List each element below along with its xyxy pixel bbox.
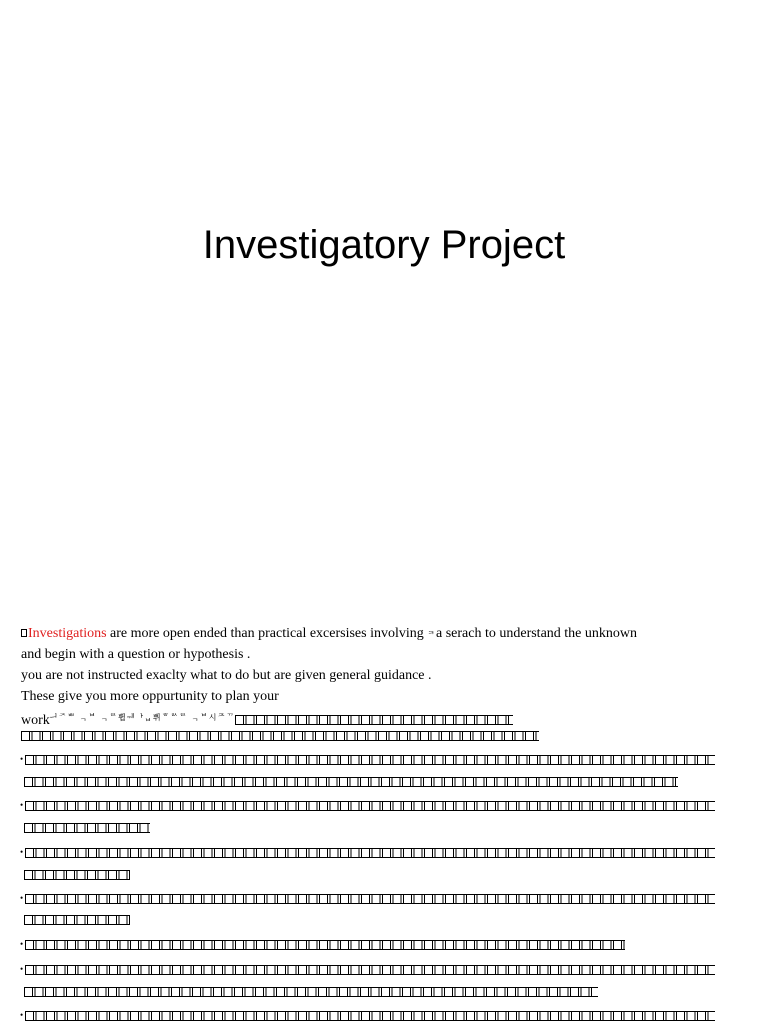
square-bullet-icon [21, 629, 27, 637]
bullet-item-7 [20, 1011, 720, 1021]
bullet-dot-icon: • [20, 964, 24, 974]
paragraph-line-4: These give you more oppurtunity to plan your [21, 689, 279, 704]
bullet-item-2 [20, 801, 720, 811]
bullet-dot-icon: • [20, 754, 24, 764]
bullet-item-4 [20, 894, 720, 904]
paragraph-line-2: and begin with a question or hypothesis . [21, 647, 251, 662]
bullet-dot-icon: • [20, 893, 24, 903]
slide-title: Investigatory Project [202, 223, 566, 267]
missing-glyph-boxes [25, 965, 715, 975]
missing-glyph-boxes [21, 731, 539, 741]
paragraph-line-5 [21, 707, 721, 731]
missing-glyph-boxes [235, 715, 513, 725]
garbled-glyphs: ᅴᅎᄈ ᆨᄇ ᆨᄅ쀱ᅰᅡᆸ쀠ᄒᄅᄉᄅ ᆨᄇ시ᄌᄁ [49, 713, 235, 722]
missing-glyph-boxes [24, 915, 130, 925]
paragraph-line-3: you are not instructed exaclty what to do but are given general guidance . [21, 668, 432, 683]
bullet-item-1 [20, 755, 720, 765]
missing-glyph-boxes [25, 1011, 715, 1021]
paragraph-line-5-text: work [21, 713, 50, 728]
missing-glyph-boxes [25, 848, 715, 858]
missing-glyph-boxes [24, 777, 678, 787]
bullet-item-6 [20, 965, 720, 975]
missing-glyph-boxes [25, 755, 715, 765]
garbled-glyph: ᆿ [427, 626, 436, 635]
bullet-dot-icon: • [20, 1010, 24, 1020]
bullet-dot-icon: • [20, 847, 24, 857]
bullet-item-5 [20, 940, 720, 950]
missing-glyph-boxes [25, 940, 625, 950]
bullet-dot-icon: • [20, 939, 24, 949]
missing-glyph-boxes [25, 894, 715, 904]
missing-glyph-boxes [24, 870, 130, 880]
paragraph-line-1-tail: a serach to understand the unknown [436, 626, 637, 641]
missing-glyph-boxes [25, 801, 715, 811]
bullet-dot-icon: • [20, 800, 24, 810]
bullet-item-3 [20, 848, 720, 858]
investigations-term: Investigations [28, 626, 107, 641]
slide-body-text [21, 620, 721, 731]
missing-glyph-boxes [24, 823, 150, 833]
missing-glyph-boxes [24, 987, 598, 997]
paragraph-line-1 [21, 620, 721, 644]
paragraph-line-1-text: are more open ended than practical excersises involving [106, 626, 428, 641]
